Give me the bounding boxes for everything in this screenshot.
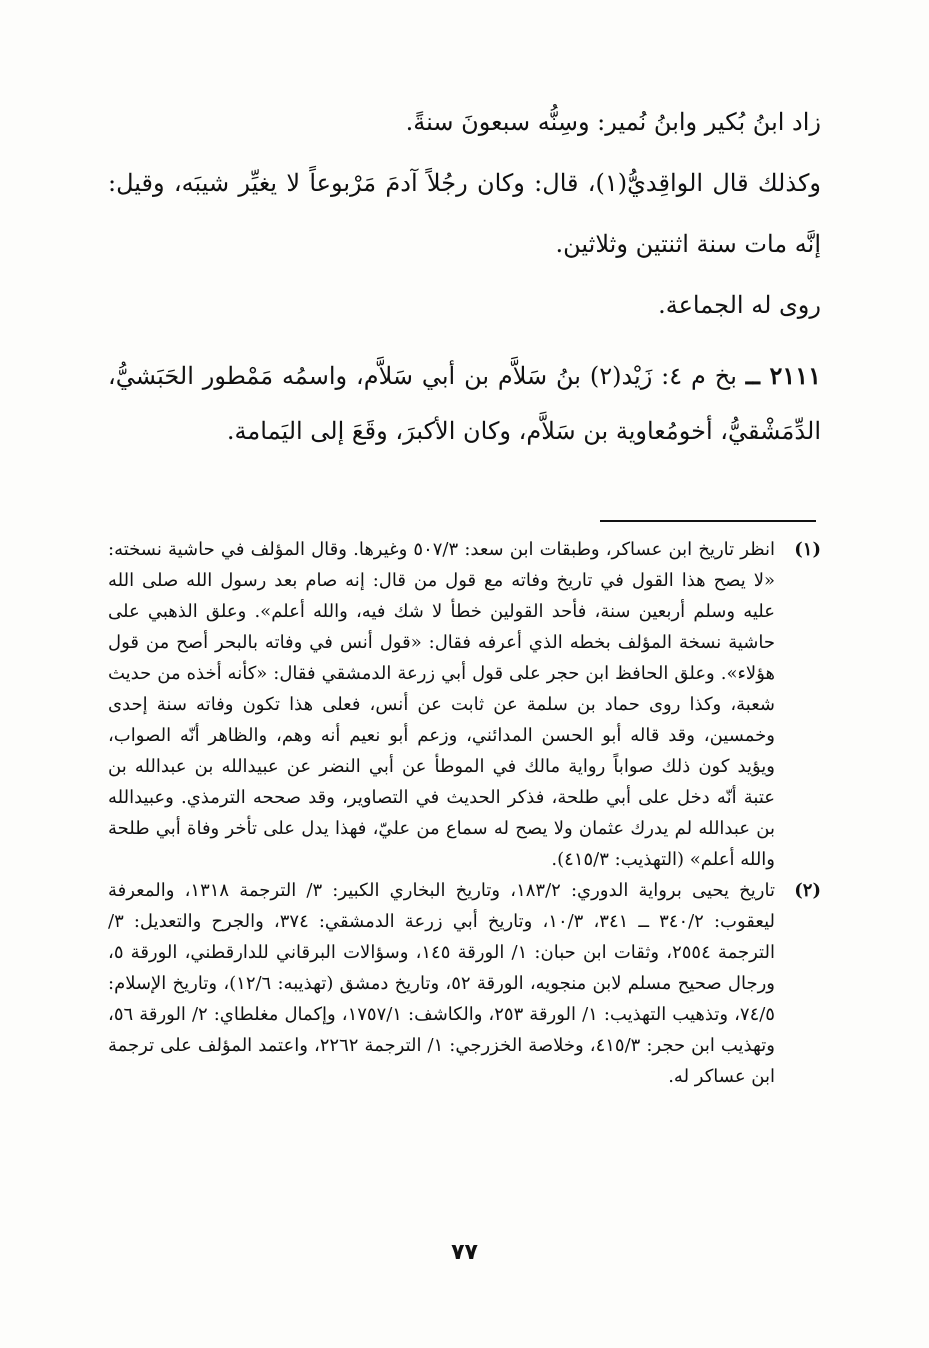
entry-text: بخ م ٤: زَيْد(٢) بنُ سَلاَّم بن أبي سَلاَّم، واسمُه مَمْطور الحَبَشيُّ، الدِّمَشْقيُّ، أخومُعاوية بن سَلاَّم، وكان الأكبرَ، وقَعَ إلى اليَمامة. bbox=[108, 362, 821, 445]
footnote-number: (١) bbox=[794, 539, 821, 560]
footnote-2 bbox=[108, 875, 821, 1092]
main-text bbox=[108, 92, 821, 459]
text-line-1: زاد ابنُ بُكير وابنُ نُمير: وسِنُّه سبعونَ سنةً. bbox=[405, 108, 821, 136]
entry-number: ٢١١١ ــ bbox=[745, 361, 821, 390]
footnote-text: انظر تاريخ ابن عساكر، وطبقات ابن سعد: ٥٠٧/٣ وغيرها. وقال المؤلف في حاشية نسخته: «لا يصح هذا القول في تاريخ وفاته مع قول من قال: إنه صام بعد رسول الله صلى الله عليه وسلم أربعين سنة، فأحد القولين خطأ لا شك فيه، والله أعلم». وعلق الذهبي على حاشية نسخة المؤلف بخطه الذي أعرفه فقال: «قول أنس في وفاته بالبحر أصح من قول هؤلاء». وعلق الحافظ ابن حجر على قول أبي زرعة الدمشقي فقال: «كأنه أخذه من حديث شعبة، وكذا روى حماد بن سلمة عن ثابت عن أنس، فعلى هذا تكون وفاته سنة إحدى وخمسين، وقد قاله أبو الحسن المدائني، وزعم أبو نعيم أنه وهم، والظاهر أنّه الصواب، ويؤيد كون ذلك صواباً رواية مالك في الموطأ عن أبي النضر عن عبيدالله بن عبدالله بن عتبة أنّه دخل على أبي طلحة، فذكر الحديث في التصاوير، وقد صححه الترمذي. وعبيدالله بن عبدالله لم يدرك عثمان ولا يصح له سماع من عليّ، فهذا يدل على تأخر وفاة أبي طلحة والله أعلم» (التهذيب: ٤١٥/٣). bbox=[108, 539, 775, 870]
page-number: ٧٧ bbox=[451, 1240, 478, 1265]
text-line-3: روى له الجماعة. bbox=[658, 291, 821, 319]
footnote-number: (٢) bbox=[794, 880, 821, 901]
footnote-1 bbox=[108, 534, 821, 875]
footnote-text: تاريخ يحيى برواية الدوري: ١٨٣/٢، وتاريخ البخاري الكبير: ٣/ الترجمة ١٣١٨، والمعرفة ليعقوب: ٣٤٠/٢ ــ ٣٤١، ١٠/٣، وتاريخ أبي زرعة الدمشقي: ٣٧٤، والجرح والتعديل: ٣/ الترجمة ٢٥٥٤، وثقات ابن حبان: ١/ الورقة ١٤٥، وسؤالات البرقاني للدارقطني، الورقة ٥، ورجال صحيح مسلم لابن منجويه، الورقة ٥٢، وتاريخ دمشق (تهذيبه: ١٢/٦)، وتاريخ الإسلام: ٧٤/٥، وتذهيب التهذيب: ١/ الورقة ٢٥٣، والكاشف: ١٧٥٧/١، وإكمال مغلطاي: ٢/ الورقة ٥٦، وتهذيب ابن حجر: ٤١٥/٣، وخلاصة الخزرجي: ١/ الترجمة ٢٢٦٢، واعتمد المؤلف على ترجمة ابن عساكر له. bbox=[108, 880, 775, 1087]
footnotes bbox=[108, 534, 821, 1092]
footnote-separator bbox=[600, 520, 816, 522]
biography-entry bbox=[108, 348, 821, 459]
text-paragraph-2: وكذلك قال الواقِديُّ(١)، قال: وكان رجُلاً آدمَ مَرْبوعاً لا يغيِّر شيبَه، وقيل: إنَّه مات سنة اثنتين وثلاثين. bbox=[108, 169, 821, 258]
